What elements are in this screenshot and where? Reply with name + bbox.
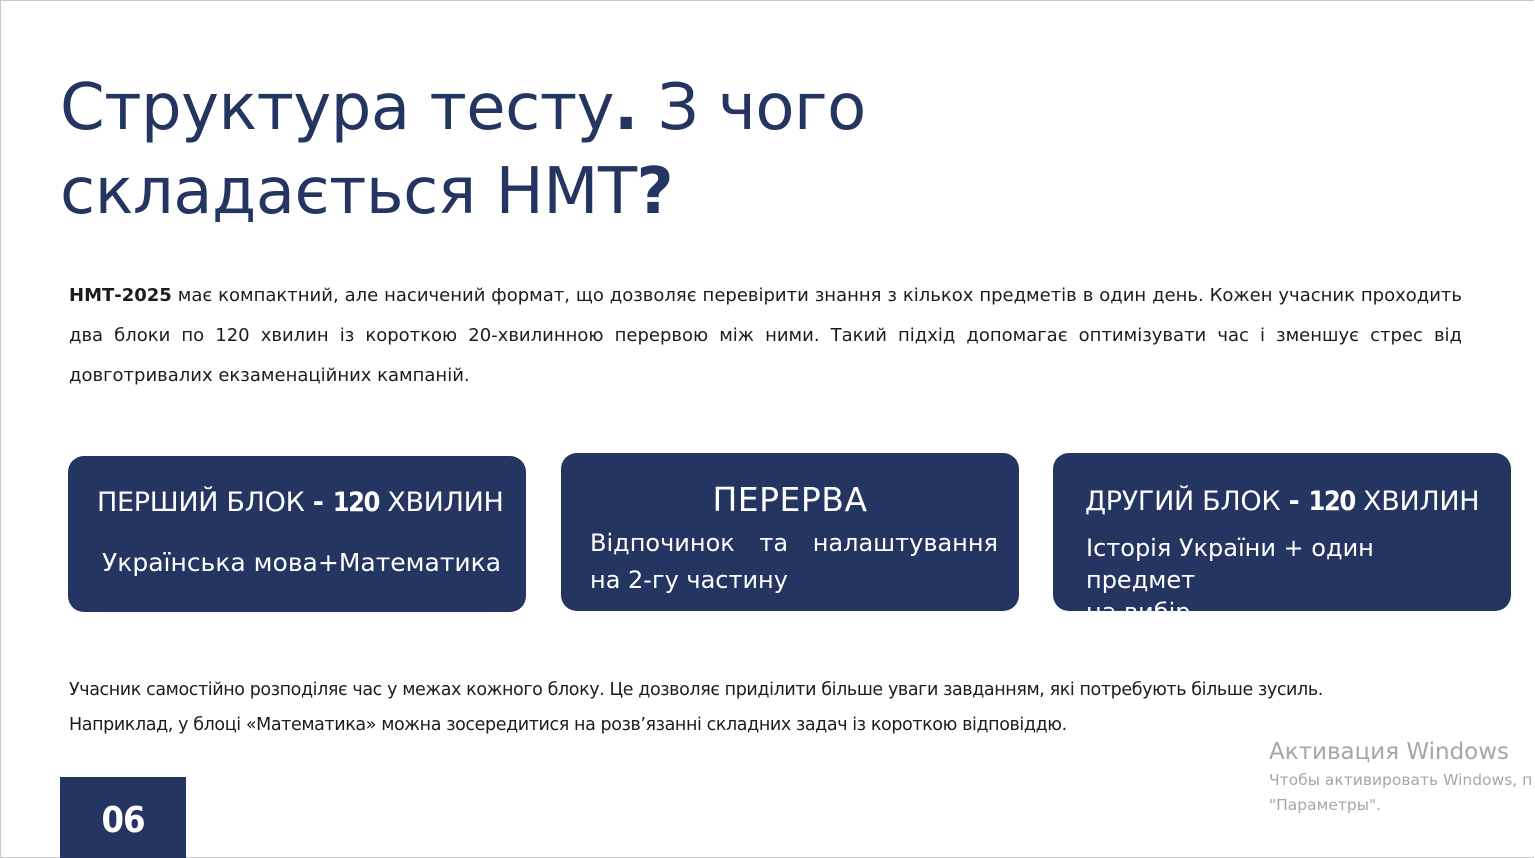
first-block-heading-prefix: ПЕРШИЙ БЛОК xyxy=(97,487,313,518)
second-block-heading-number: 120 xyxy=(1308,486,1355,517)
title-dot: . xyxy=(613,71,638,145)
break-body: Відпочинок та налаштування на 2-гу частину xyxy=(590,529,998,594)
title-part1: Структура тесту xyxy=(60,71,614,145)
first-block-heading-suffix: ХВИЛИН xyxy=(378,487,504,518)
intro-paragraph xyxy=(69,276,1462,396)
break-card xyxy=(561,453,1019,611)
intro-bold: НМТ-2025 xyxy=(69,285,172,306)
watermark-line1: Чтобы активировать Windows, п xyxy=(1269,771,1533,789)
first-block-body: Українська мова+Математика xyxy=(102,548,502,577)
second-block-heading-suffix: ХВИЛИН xyxy=(1354,486,1480,517)
watermark-line2: "Параметры". xyxy=(1269,796,1382,814)
outro-line1: Учасник самостійно розподіляє час у межах кожного блоку. Це дозволяє приділити більше уваги завданням, які потребують більше зусиль. xyxy=(69,680,1323,700)
watermark-title: Активация Windows xyxy=(1269,739,1510,765)
first-block-heading-number: 120 xyxy=(332,487,379,518)
second-block-heading-dash: - xyxy=(1288,486,1309,517)
first-block-card xyxy=(68,456,526,612)
outro-paragraph xyxy=(69,673,1489,743)
break-heading: ПЕРЕРВА xyxy=(712,480,868,519)
first-block-heading xyxy=(97,486,503,520)
slide-title xyxy=(60,66,960,234)
second-block-card xyxy=(1053,453,1511,626)
first-block-heading-dash: - xyxy=(312,487,333,518)
intro-text: має компактний, але насичений формат, що дозволяє перевірити знання з кількох предметів в один день. Кожен учасник проходить два блоки по 120 хвилин із короткою 20-хвилинною перервою між ними. Такий підхід допомагає оптимізувати час і зменшує стрес від довготривалих екзаменаційних кампаній. xyxy=(69,285,1462,386)
second-block-heading-prefix: ДРУГИЙ БЛОК xyxy=(1085,486,1289,517)
title-part2: З чого складається НМТ xyxy=(60,71,866,229)
title-question-mark: ? xyxy=(636,155,674,229)
second-block-body-line1: Історія України + один предмет xyxy=(1086,534,1374,594)
outro-line2: Наприклад, у блоці «Математика» можна зосередитися на розв’язанні складних задач із короткою відповіддю. xyxy=(69,715,1067,735)
second-block-heading xyxy=(1085,485,1479,519)
second-block-body-line2: на вибір xyxy=(1086,598,1191,626)
page-number-badge: 06 xyxy=(60,777,186,858)
second-block-body xyxy=(1086,532,1487,628)
windows-activation-watermark xyxy=(1269,736,1535,818)
